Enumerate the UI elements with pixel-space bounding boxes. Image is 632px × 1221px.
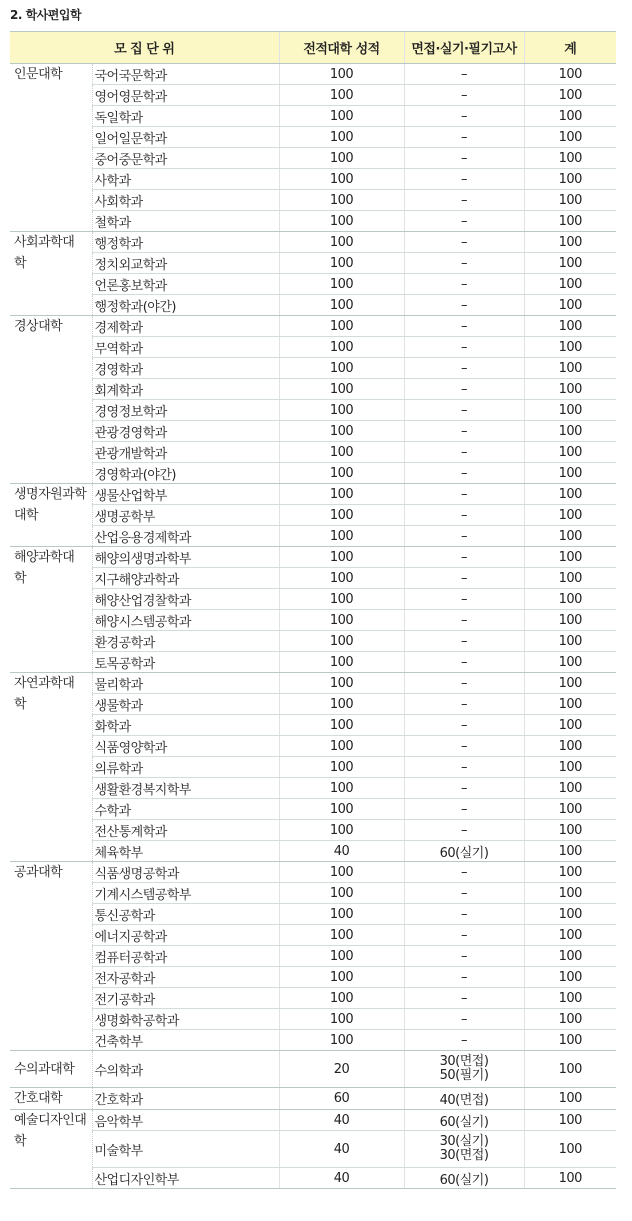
total-score: 100 — [524, 694, 616, 715]
exam-score: – — [404, 127, 524, 148]
header-total: 계 — [524, 32, 616, 64]
department-name: 해양의생명과학부 — [92, 547, 279, 568]
prior-grade-score: 100 — [279, 106, 404, 127]
college-name: 예술디자인대 학 — [10, 1110, 92, 1189]
total-score: 100 — [524, 1131, 616, 1168]
college-name: 간호대학 — [10, 1088, 92, 1110]
total-score: 100 — [524, 652, 616, 673]
total-score: 100 — [524, 883, 616, 904]
total-score: 100 — [524, 463, 616, 484]
department-name: 건축학부 — [92, 1030, 279, 1051]
department-name: 지구해양과학과 — [92, 568, 279, 589]
department-name: 경제학과 — [92, 316, 279, 337]
table-row — [10, 694, 616, 715]
table-row — [10, 421, 616, 442]
total-score: 100 — [524, 169, 616, 190]
exam-score: 40(면접) — [404, 1088, 524, 1110]
total-score: 100 — [524, 85, 616, 106]
department-name: 관광개발학과 — [92, 442, 279, 463]
department-name: 통신공학과 — [92, 904, 279, 925]
department-name: 전자공학과 — [92, 967, 279, 988]
department-name: 수의학과 — [92, 1051, 279, 1088]
total-score: 100 — [524, 1051, 616, 1088]
exam-score: – — [404, 358, 524, 379]
total-score: 100 — [524, 610, 616, 631]
department-name: 물리학과 — [92, 673, 279, 694]
prior-grade-score: 100 — [279, 736, 404, 757]
college-name: 사회과학대 학 — [10, 232, 92, 316]
table-row — [10, 106, 616, 127]
total-score: 100 — [524, 631, 616, 652]
total-score: 100 — [524, 64, 616, 85]
table-row — [10, 988, 616, 1009]
total-score: 100 — [524, 1110, 616, 1131]
total-score: 100 — [524, 778, 616, 799]
department-name: 사학과 — [92, 169, 279, 190]
total-score: 100 — [524, 295, 616, 316]
department-name: 일어일문학과 — [92, 127, 279, 148]
total-score: 100 — [524, 1088, 616, 1110]
table-header-row — [10, 32, 616, 64]
prior-grade-score: 100 — [279, 610, 404, 631]
exam-score — [404, 1051, 524, 1088]
total-score: 100 — [524, 421, 616, 442]
total-score: 100 — [524, 946, 616, 967]
exam-score-line: 30(면접) — [439, 1054, 489, 1069]
department-name: 철학과 — [92, 211, 279, 232]
department-name: 경영학과(야간) — [92, 463, 279, 484]
department-name: 기계시스템공학부 — [92, 883, 279, 904]
prior-grade-score: 100 — [279, 631, 404, 652]
table-row — [10, 568, 616, 589]
total-score: 100 — [524, 715, 616, 736]
prior-grade-score: 100 — [279, 967, 404, 988]
department-name: 독일학과 — [92, 106, 279, 127]
header-prior-grade: 전적대학 성적 — [279, 32, 404, 64]
prior-grade-score: 100 — [279, 778, 404, 799]
prior-grade-score: 100 — [279, 295, 404, 316]
exam-score: – — [404, 106, 524, 127]
total-score: 100 — [524, 547, 616, 568]
exam-score: – — [404, 631, 524, 652]
table-row — [10, 232, 616, 253]
table-row — [10, 1168, 616, 1189]
total-score: 100 — [524, 799, 616, 820]
exam-score: – — [404, 589, 524, 610]
prior-grade-score: 100 — [279, 442, 404, 463]
prior-grade-score: 100 — [279, 1009, 404, 1030]
prior-grade-score: 100 — [279, 211, 404, 232]
department-name: 영어영문학과 — [92, 85, 279, 106]
prior-grade-score: 100 — [279, 85, 404, 106]
prior-grade-score: 40 — [279, 1131, 404, 1168]
table-row — [10, 85, 616, 106]
total-score: 100 — [524, 589, 616, 610]
total-score: 100 — [524, 757, 616, 778]
total-score: 100 — [524, 904, 616, 925]
prior-grade-score: 100 — [279, 169, 404, 190]
exam-score: 60(실기) — [404, 1110, 524, 1131]
exam-score: – — [404, 883, 524, 904]
table-row — [10, 652, 616, 673]
exam-score: – — [404, 694, 524, 715]
total-score: 100 — [524, 1030, 616, 1051]
header-exam: 면접·실기·필기고사 — [404, 32, 524, 64]
table-row — [10, 148, 616, 169]
table-row — [10, 925, 616, 946]
exam-score: – — [404, 799, 524, 820]
department-name: 토목공학과 — [92, 652, 279, 673]
exam-score-line: 30(실기) — [439, 1134, 489, 1149]
department-name: 간호학과 — [92, 1088, 279, 1110]
table-row — [10, 337, 616, 358]
total-score: 100 — [524, 967, 616, 988]
department-name: 음악학부 — [92, 1110, 279, 1131]
total-score: 100 — [524, 337, 616, 358]
total-score: 100 — [524, 379, 616, 400]
total-score: 100 — [524, 127, 616, 148]
college-name: 인문대학 — [10, 64, 92, 232]
prior-grade-score: 100 — [279, 148, 404, 169]
total-score: 100 — [524, 232, 616, 253]
total-score: 100 — [524, 253, 616, 274]
department-name: 생활환경복지학부 — [92, 778, 279, 799]
department-name: 산업디자인학부 — [92, 1168, 279, 1189]
exam-score: – — [404, 988, 524, 1009]
table-row — [10, 526, 616, 547]
exam-score: – — [404, 862, 524, 883]
college-name: 수의과대학 — [10, 1051, 92, 1088]
exam-score: – — [404, 64, 524, 85]
department-name: 식품영양학과 — [92, 736, 279, 757]
exam-score: – — [404, 757, 524, 778]
college-name: 경상대학 — [10, 316, 92, 484]
prior-grade-score: 100 — [279, 400, 404, 421]
prior-grade-score: 100 — [279, 316, 404, 337]
table-row — [10, 169, 616, 190]
department-name: 행정학과(야간) — [92, 295, 279, 316]
exam-score: – — [404, 295, 524, 316]
exam-score: – — [404, 505, 524, 526]
exam-score: – — [404, 715, 524, 736]
department-name: 미술학부 — [92, 1131, 279, 1168]
table-row — [10, 127, 616, 148]
exam-score: 60(실기) — [404, 1168, 524, 1189]
exam-score — [404, 1131, 524, 1168]
exam-score: – — [404, 400, 524, 421]
table-row — [10, 1110, 616, 1131]
total-score: 100 — [524, 316, 616, 337]
exam-score: – — [404, 463, 524, 484]
prior-grade-score: 20 — [279, 1051, 404, 1088]
table-row — [10, 295, 616, 316]
table-row — [10, 379, 616, 400]
exam-score: – — [404, 652, 524, 673]
table-row — [10, 358, 616, 379]
department-name: 회계학과 — [92, 379, 279, 400]
exam-score: – — [404, 568, 524, 589]
department-name: 생명공학부 — [92, 505, 279, 526]
department-name: 전산통계학과 — [92, 820, 279, 841]
exam-score: – — [404, 925, 524, 946]
exam-score: – — [404, 778, 524, 799]
exam-score: – — [404, 442, 524, 463]
total-score: 100 — [524, 148, 616, 169]
department-name: 식품생명공학과 — [92, 862, 279, 883]
department-name: 사회학과 — [92, 190, 279, 211]
total-score: 100 — [524, 190, 616, 211]
exam-score: – — [404, 316, 524, 337]
department-name: 관광경영학과 — [92, 421, 279, 442]
exam-score: – — [404, 484, 524, 505]
table-row — [10, 274, 616, 295]
exam-score: – — [404, 274, 524, 295]
prior-grade-score: 100 — [279, 526, 404, 547]
table-row — [10, 673, 616, 694]
department-name: 국어국문학과 — [92, 64, 279, 85]
exam-score-line: 50(필기) — [439, 1068, 489, 1083]
prior-grade-score: 100 — [279, 988, 404, 1009]
prior-grade-score: 60 — [279, 1088, 404, 1110]
prior-grade-score: 100 — [279, 673, 404, 694]
department-name: 컴퓨터공학과 — [92, 946, 279, 967]
department-name: 전기공학과 — [92, 988, 279, 1009]
table-row — [10, 631, 616, 652]
exam-score-line: 30(면접) — [439, 1148, 489, 1163]
department-name: 정치외교학과 — [92, 253, 279, 274]
college-name: 공과대학 — [10, 862, 92, 1051]
prior-grade-score: 100 — [279, 589, 404, 610]
department-name: 무역학과 — [92, 337, 279, 358]
table-row — [10, 904, 616, 925]
prior-grade-score: 100 — [279, 232, 404, 253]
prior-grade-score: 100 — [279, 274, 404, 295]
exam-score: – — [404, 946, 524, 967]
department-name: 화학과 — [92, 715, 279, 736]
total-score: 100 — [524, 505, 616, 526]
prior-grade-score: 100 — [279, 127, 404, 148]
department-name: 행정학과 — [92, 232, 279, 253]
prior-grade-score: 100 — [279, 904, 404, 925]
exam-score: – — [404, 820, 524, 841]
college-name: 자연과학대 학 — [10, 673, 92, 862]
table-row — [10, 862, 616, 883]
department-name: 해양산업경찰학과 — [92, 589, 279, 610]
exam-score: – — [404, 1009, 524, 1030]
exam-score: – — [404, 610, 524, 631]
table-row — [10, 967, 616, 988]
prior-grade-score: 100 — [279, 799, 404, 820]
total-score: 100 — [524, 526, 616, 547]
total-score: 100 — [524, 673, 616, 694]
admission-score-table — [10, 31, 616, 1189]
table-row — [10, 841, 616, 862]
prior-grade-score: 100 — [279, 253, 404, 274]
prior-grade-score: 100 — [279, 379, 404, 400]
college-name: 생명자원과학대학 — [10, 484, 92, 547]
total-score: 100 — [524, 736, 616, 757]
table-row — [10, 211, 616, 232]
department-name: 경영정보학과 — [92, 400, 279, 421]
table-row — [10, 799, 616, 820]
prior-grade-score: 100 — [279, 1030, 404, 1051]
prior-grade-score: 100 — [279, 190, 404, 211]
total-score: 100 — [524, 820, 616, 841]
department-name: 생명화학공학과 — [92, 1009, 279, 1030]
department-name: 경영학과 — [92, 358, 279, 379]
prior-grade-score: 100 — [279, 505, 404, 526]
prior-grade-score: 100 — [279, 757, 404, 778]
college-name: 해양과학대 학 — [10, 547, 92, 673]
table-row — [10, 1131, 616, 1168]
prior-grade-score: 40 — [279, 1110, 404, 1131]
table-row — [10, 610, 616, 631]
prior-grade-score: 100 — [279, 652, 404, 673]
prior-grade-score: 100 — [279, 862, 404, 883]
prior-grade-score: 100 — [279, 946, 404, 967]
total-score: 100 — [524, 358, 616, 379]
total-score: 100 — [524, 400, 616, 421]
department-name: 생물산업학부 — [92, 484, 279, 505]
table-row — [10, 778, 616, 799]
exam-score: – — [404, 526, 524, 547]
department-name: 언론홍보학과 — [92, 274, 279, 295]
prior-grade-score: 100 — [279, 820, 404, 841]
table-row — [10, 64, 616, 85]
department-name: 중어중문학과 — [92, 148, 279, 169]
exam-score: – — [404, 232, 524, 253]
table-row — [10, 589, 616, 610]
exam-score: – — [404, 673, 524, 694]
table-row — [10, 316, 616, 337]
table-body — [10, 64, 616, 1189]
table-row — [10, 757, 616, 778]
prior-grade-score: 100 — [279, 715, 404, 736]
header-unit: 모 집 단 위 — [10, 32, 279, 64]
department-name: 에너지공학과 — [92, 925, 279, 946]
total-score: 100 — [524, 106, 616, 127]
table-row — [10, 820, 616, 841]
prior-grade-score: 100 — [279, 925, 404, 946]
prior-grade-score: 100 — [279, 421, 404, 442]
prior-grade-score: 100 — [279, 64, 404, 85]
total-score: 100 — [524, 862, 616, 883]
exam-score: – — [404, 85, 524, 106]
exam-score: – — [404, 736, 524, 757]
prior-grade-score: 100 — [279, 484, 404, 505]
total-score: 100 — [524, 1168, 616, 1189]
table-row — [10, 1009, 616, 1030]
department-name: 해양시스템공학과 — [92, 610, 279, 631]
exam-score: – — [404, 211, 524, 232]
table-row — [10, 736, 616, 757]
department-name: 의류학과 — [92, 757, 279, 778]
prior-grade-score: 40 — [279, 841, 404, 862]
table-row — [10, 1088, 616, 1110]
prior-grade-score: 100 — [279, 883, 404, 904]
department-name: 체육학부 — [92, 841, 279, 862]
exam-score: – — [404, 148, 524, 169]
table-row — [10, 547, 616, 568]
total-score: 100 — [524, 211, 616, 232]
exam-score: – — [404, 169, 524, 190]
table-row — [10, 190, 616, 211]
exam-score: – — [404, 421, 524, 442]
prior-grade-score: 100 — [279, 547, 404, 568]
table-row — [10, 883, 616, 904]
prior-grade-score: 100 — [279, 358, 404, 379]
table-row — [10, 484, 616, 505]
department-name: 생물학과 — [92, 694, 279, 715]
total-score: 100 — [524, 568, 616, 589]
total-score: 100 — [524, 1009, 616, 1030]
table-row — [10, 715, 616, 736]
prior-grade-score: 100 — [279, 463, 404, 484]
prior-grade-score: 100 — [279, 568, 404, 589]
total-score: 100 — [524, 484, 616, 505]
table-row — [10, 253, 616, 274]
prior-grade-score: 100 — [279, 694, 404, 715]
exam-score: – — [404, 379, 524, 400]
exam-score: – — [404, 904, 524, 925]
total-score: 100 — [524, 988, 616, 1009]
table-row — [10, 1030, 616, 1051]
exam-score: – — [404, 1030, 524, 1051]
total-score: 100 — [524, 841, 616, 862]
section-heading: 2. 학사편입학 — [10, 8, 82, 22]
total-score: 100 — [524, 274, 616, 295]
exam-score: – — [404, 190, 524, 211]
department-name: 수학과 — [92, 799, 279, 820]
exam-score: – — [404, 253, 524, 274]
exam-score: 60(실기) — [404, 841, 524, 862]
department-name: 환경공학과 — [92, 631, 279, 652]
exam-score: – — [404, 337, 524, 358]
exam-score: – — [404, 967, 524, 988]
table-row — [10, 505, 616, 526]
prior-grade-score: 100 — [279, 337, 404, 358]
total-score: 100 — [524, 442, 616, 463]
table-row — [10, 1051, 616, 1088]
department-name: 산업응용경제학과 — [92, 526, 279, 547]
table-row — [10, 463, 616, 484]
table-row — [10, 400, 616, 421]
total-score: 100 — [524, 925, 616, 946]
exam-score: – — [404, 547, 524, 568]
prior-grade-score: 40 — [279, 1168, 404, 1189]
table-row — [10, 442, 616, 463]
table-row — [10, 946, 616, 967]
